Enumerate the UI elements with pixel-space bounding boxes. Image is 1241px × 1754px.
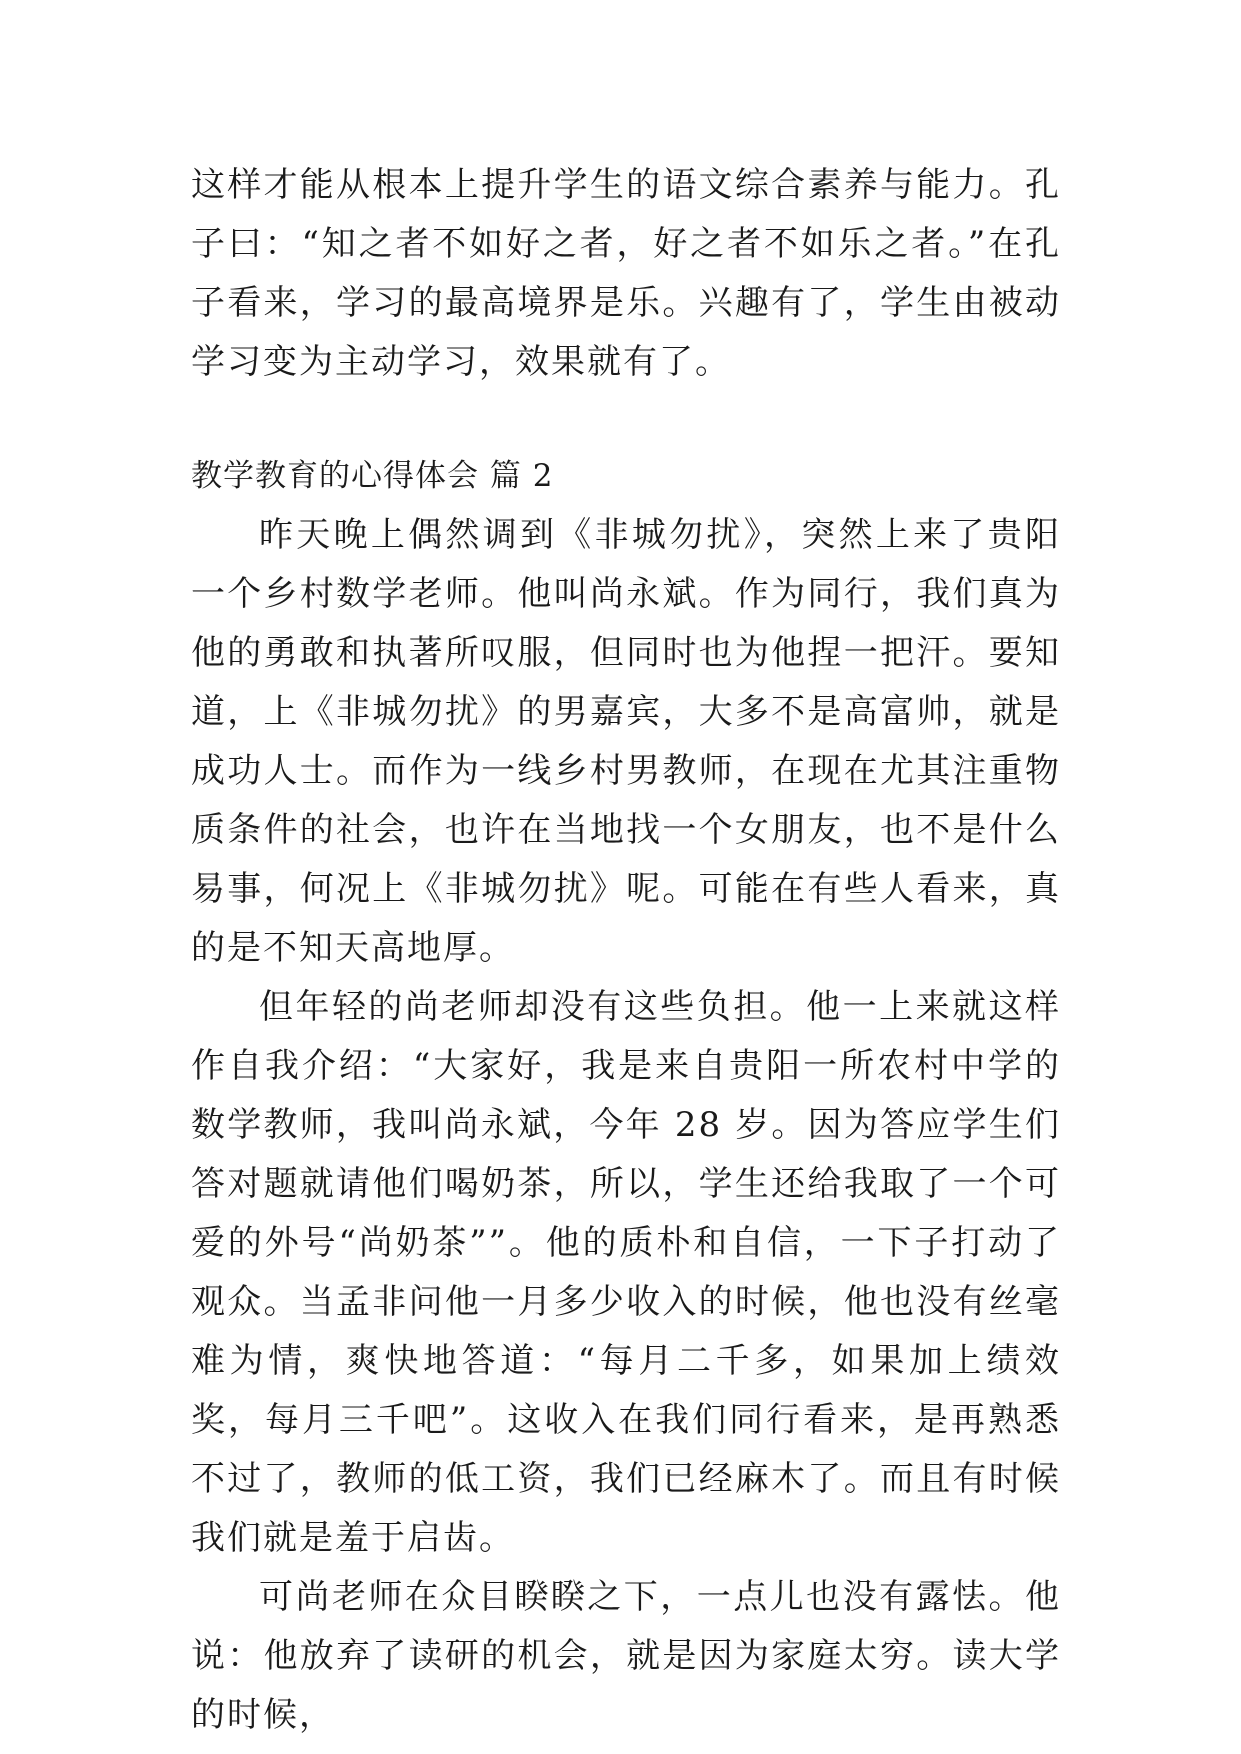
section-title: 教学教育的心得体会 篇 2 [191,458,554,494]
paragraph-2: 但年轻的尚老师却没有这些负担。他一上来就这样作自我介绍：“大家好，我是来自贵阳一所农村中学的数学教师，我叫尚永斌，今年 28 岁。因为答应学生们答对题就请他们喝奶茶，所以，学生还给我取了一个可爱的外号“尚奶茶””。他的质朴和自信，一下子打动了观众。当孟非问他一月多少收入的时候，他也没有丝毫难为情，爽快地答道：“每月二千多，如果加上绩效奖，每月三千吧”。这收入在我们同行看来，是再熟悉不过了，教师的低工资，我们已经麻木了。而且有时候我们就是羞于启齿。 [191,987,1061,1558]
paragraph-3: 可尚老师在众目睽睽之下，一点儿也没有露怯。他说：他放弃了读研的机会，就是因为家庭太穷。读大学的时候， [191,1577,1061,1735]
paragraph-1: 昨天晚上偶然调到《非城勿扰》，突然上来了贵阳一个乡村数学老师。他叫尚永斌。作为同行，我们真为他的勇敢和执著所叹服，但同时也为他捏一把汗。要知道，上《非城勿扰》的男嘉宾，大多不是高富帅，就是成功人士。而作为一线乡村男教师，在现在尤其注重物质条件的社会，也许在当地找一个女朋友，也不是什么易事，何况上《非城勿扰》呢。可能在有些人看来，真的是不知天高地厚。 [191,515,1061,968]
document-body [191,156,1061,1745]
intro-paragraph: 这样才能从根本上提升学生的语文综合素养与能力。孔子曰：“知之者不如好之者，好之者不如乐之者。”在孔子看来，学习的最高境界是乐。兴趣有了，学生由被动学习变为主动学习，效果就有了。 [191,165,1061,382]
